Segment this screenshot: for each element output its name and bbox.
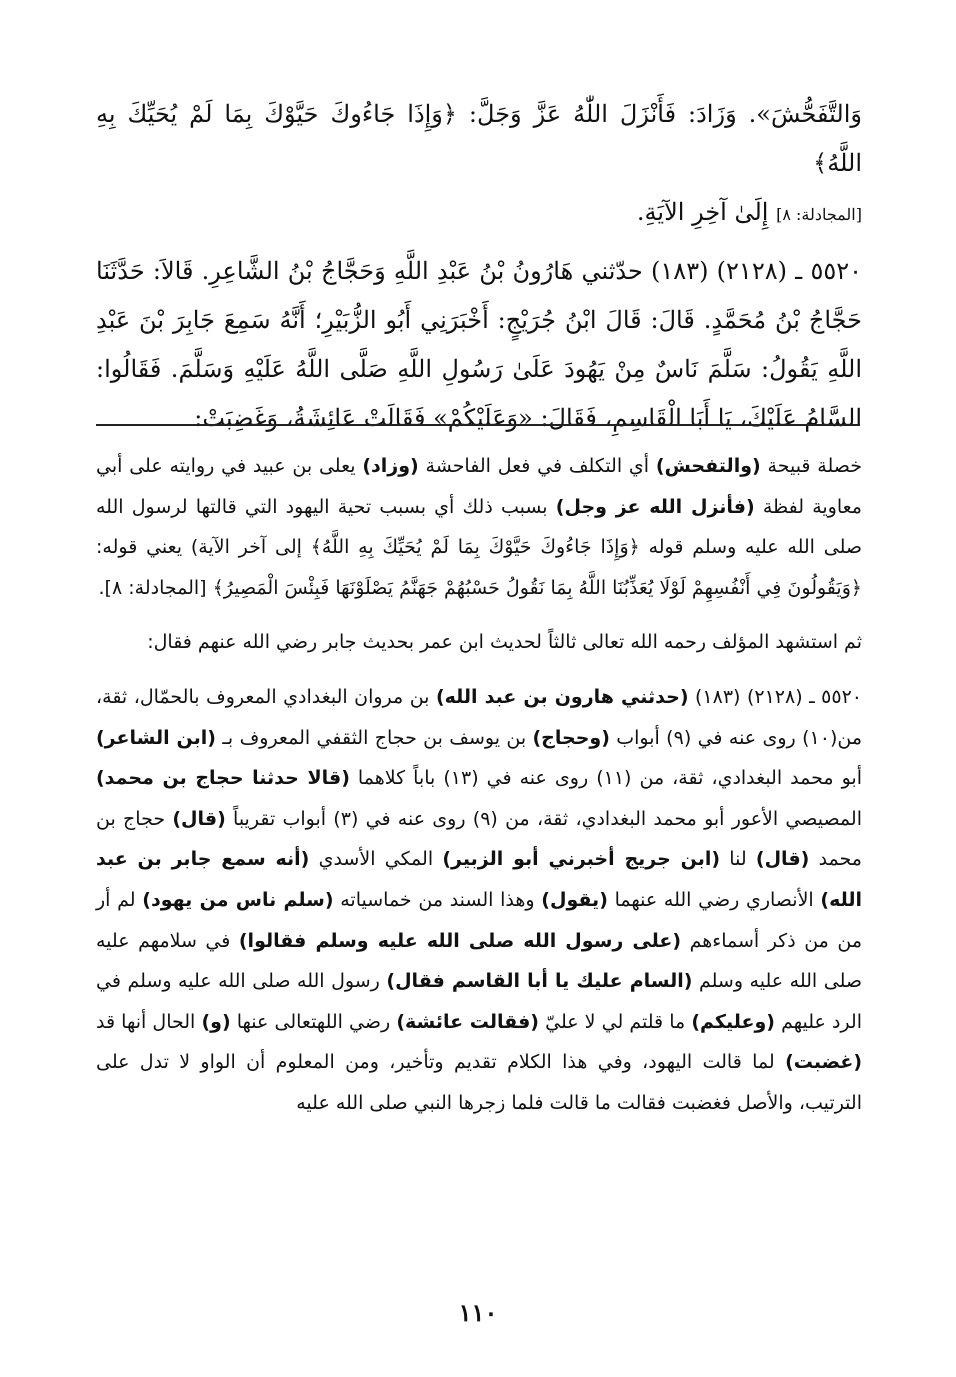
- footnote-divider: [96, 424, 860, 426]
- commentary-paragraph-1: [96, 446, 862, 608]
- matn-line-2: [96, 188, 862, 239]
- bold-phrase: (قال): [755, 848, 810, 871]
- matn: [96, 90, 862, 443]
- bold-phrase: (سلم ناس من يهود): [142, 888, 334, 911]
- bold-phrase: (وحجاج): [532, 726, 610, 749]
- text-run: ما قلتم لي لا عليّ: [538, 1010, 692, 1033]
- bold-phrase: (حدثني هارون بن عبد الله): [435, 685, 689, 708]
- text-run: بن يوسف بن حجاج الثقفي المعروف بـ: [215, 726, 533, 749]
- hadith-text-block: [96, 90, 862, 443]
- text-run: بسبب ذلك أي بسبب تحية اليهود التي قالتها لرسول الله صلى الله عليه وسلم قوله ﴿وَإِذَا جَاءُوكَ حَيَّوْكَ بِمَا لَمْ يُحَيِّكَ بِهِ اللَّهُ﴾ إلى آخر الآية) يعني قوله: ﴿وَيَقُولُونَ فِي أَنْفُسِهِمْ لَوْلَا يُعَذِّبُنَا اللَّهُ بِمَا نَقُولُ حَسْبُهُمْ جَهَنَّمُ يَصْلَوْنَهَا فَبِئْسَ الْمَصِيرُ﴾ [المجادلة: ٨].: [96, 495, 862, 599]
- bold-phrase: (السام عليك يا أبا القاسم فقال): [386, 970, 693, 993]
- bold-phrase: (أنه سمع جابر بن عبد الله): [96, 848, 862, 911]
- bold-phrase: (قال): [172, 807, 226, 830]
- text-run: وهذا السند من خماسياته: [333, 888, 542, 911]
- bold-phrase: (يقول): [541, 888, 608, 911]
- commentary-paragraph-3: [96, 677, 862, 1124]
- commentary-paragraph-2: ثم استشهد المؤلف رحمه الله تعالى ثالثاً لحديث ابن عمر بحديث جابر رضي الله عنهم فقال:: [147, 631, 862, 654]
- bold-phrase: (ابن جريج أخبرني أبو الزبير): [442, 848, 721, 871]
- bold-phrase: (قالا حدثنا حجاج بن محمد): [96, 767, 350, 790]
- text-run: أي التكلف في فعل الفاحشة: [418, 455, 656, 477]
- bold-phrase: (فقالت عائشة): [396, 1010, 539, 1033]
- matn-line-1: وَالتَّفَحُّشَ». وَزَادَ: فَأَنْزَلَ اللّٰهُ عَزَّ وَجَلَّ: ﴿وَإِذَا جَاءُوكَ حَيَّوْكَ بِمَا لَمْ يُحَيِّكَ بِهِ اللَّهُ﴾: [96, 100, 862, 177]
- bold-phrase: (و): [201, 1010, 231, 1033]
- text-run: خصلة قبيحة: [760, 455, 863, 477]
- matn-line-2-text: إِلَىٰ آخِرِ الآيَةِ.: [636, 198, 777, 226]
- text-run: ٥٥٢٠ ـ (٢١٢٨) (١٨٣): [688, 685, 862, 708]
- text-run: لم أر من من ذكر أسماءهم: [96, 888, 863, 952]
- bold-phrase: (على رسول الله صلى الله عليه وسلم فقالوا): [238, 929, 682, 952]
- text-run: أبو محمد البغدادي، ثقة، من (١١) روى عنه في (١٣) باباً كلاهما: [349, 767, 862, 790]
- bold-phrase: (غضبت): [785, 1051, 862, 1074]
- commentary: [96, 446, 862, 1124]
- bold-phrase: (وعليكم): [691, 1010, 775, 1033]
- text-run: لنا: [720, 848, 756, 871]
- text-run: المصيصي الأعور أبو محمد البغدادي، ثقة، من (٩) روى عنه في (٣) أبواب تقريباً: [225, 807, 862, 830]
- bold-phrase: (فأنزل الله عز وجل): [555, 495, 755, 518]
- bold-phrase: (والتفحش): [655, 455, 761, 477]
- text-run: بن مروان البغدادي المعروف بالحمّال، ثقة، من(١٠) روى عنه في (٩) أبواب: [96, 685, 862, 749]
- text-run: رضي اللهتعالى عنها: [230, 1010, 397, 1033]
- quran-reference: [المجادلة: ٨]: [776, 205, 862, 224]
- text-run: لما قالت اليهود، وفي هذا الكلام تقديم وتأخير، ومن المعلوم أن الواو لا تدل على الترتيب، والأصل فغضبت فقالت ما قالت فلما زجرها النبي صلى الله عليه: [96, 1051, 862, 1114]
- text-run: المكي الأسدي: [309, 848, 443, 871]
- hadith-5520: ٥٥٢٠ ـ (٢١٢٨) (١٨٣) حدّثني هَارُونُ بْنُ عَبْدِ اللَّهِ وَحَجَّاجُ بْنُ الشَّاعِرِ. قَالاَ: حَدَّثَنَا حَجَّاجُ بْنُ مُحَمَّدٍ. قَالَ: قَالَ ابْنُ جُرَيْجٍ: أَخْبَرَنِي أَبُو الزُّبَيْرِ؛ أَنَّهُ سَمِعَ جَابِرَ بْنَ عَبْدِ اللَّهِ يَقُولُ: سَلَّمَ نَاسٌ مِنْ يَهُودَ عَلَىٰ رَسُولِ اللَّهِ صَلَّى اللَّهُ عَلَيْهِ وَسَلَّمَ. فَقَالُوا: السَّامُ عَلَيْكَ، يَا أَبَا الْقَاسِمِ، فَقَالَ: «وَعَلَيْكُمْ» فَقَالَتْ عَائِشَةُ، وَغَضِبَتْ:: [96, 257, 862, 432]
- text-run: رسول الله صلى الله عليه وسلم في الرد عليهم: [96, 970, 862, 1033]
- bold-phrase: (ابن الشاعر): [96, 726, 216, 749]
- text-run: يعلى بن عبيد في روايته على أبي معاوية لفظة: [96, 455, 862, 518]
- text-run: الأنصاري رضي الله عنهما: [607, 888, 821, 911]
- page-number: ١١٠: [458, 1298, 498, 1327]
- bold-phrase: (وزاد): [362, 455, 419, 477]
- text-run: الحال أنها قد: [96, 1010, 202, 1033]
- text-run: حجاج بن محمد: [96, 807, 862, 871]
- text-run: في سلامهم عليه صلى الله عليه وسلم: [96, 929, 862, 993]
